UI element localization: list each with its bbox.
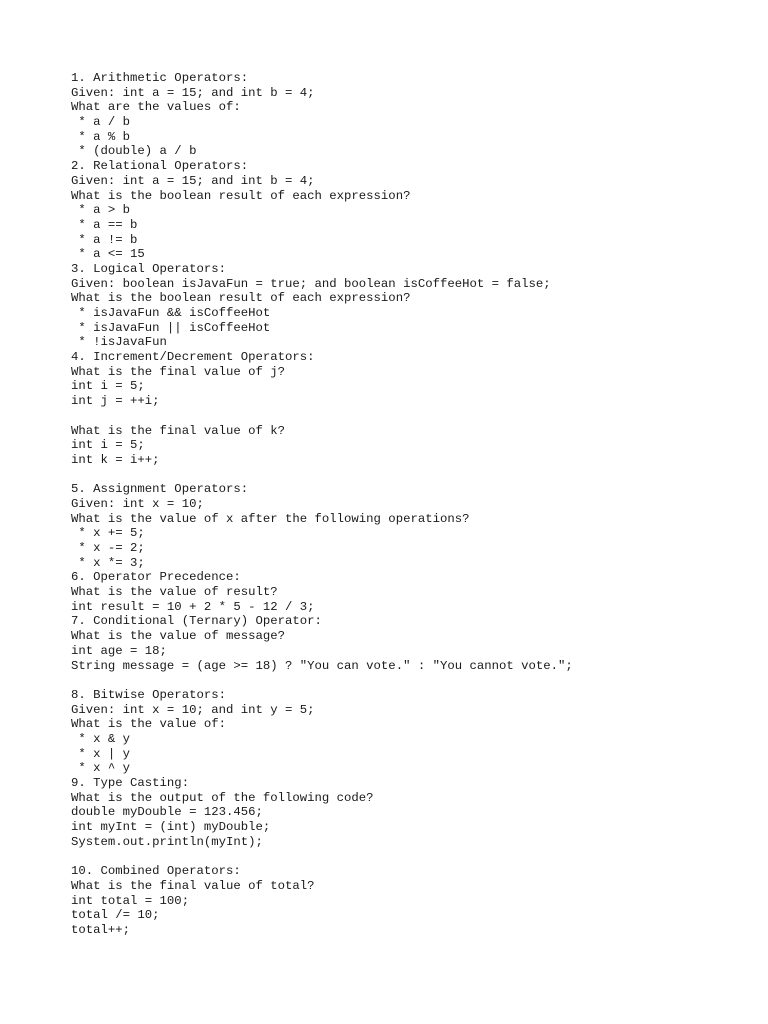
text-line: int i = 5; <box>71 438 145 453</box>
text-line: 8. Bitwise Operators: <box>71 687 226 702</box>
text-line: int result = 10 + 2 * 5 - 12 / 3; <box>71 599 315 614</box>
blank-line <box>71 409 751 424</box>
blank-line <box>71 673 751 688</box>
text-line: * isJavaFun && isCoffeeHot <box>71 306 271 320</box>
text-line: 1. Arithmetic Operators: <box>71 71 249 85</box>
blank-line <box>71 468 751 483</box>
text-line: 4. Increment/Decrement Operators: <box>71 350 315 365</box>
document-body <box>71 71 751 938</box>
text-line: What is the boolean result of each expression? <box>71 291 411 306</box>
text-line: * a <= 15 <box>71 247 145 262</box>
text-line: 2. Relational Operators: <box>71 159 249 174</box>
text-line: What is the value of x after the following operations? <box>71 511 470 526</box>
text-line: * x | y <box>71 746 131 761</box>
text-line: What is the final value of total? <box>71 878 315 893</box>
text-line: int j = ++i; <box>71 394 160 409</box>
text-line: What are the values of: <box>71 100 241 115</box>
text-line: * x *= 3; <box>71 555 145 570</box>
text-line: int age = 18; <box>71 643 167 658</box>
text-line: What is the value of: <box>71 717 226 732</box>
text-line: * a == b <box>71 217 138 232</box>
text-line: What is the boolean result of each expression? <box>71 188 411 203</box>
text-line: int k = i++; <box>71 452 160 467</box>
text-line: * x += 5; <box>71 526 145 541</box>
text-line: Given: int x = 10; and int y = 5; <box>71 702 315 717</box>
text-line: * isJavaFun || isCoffeeHot <box>71 320 271 335</box>
text-line: What is the value of message? <box>71 629 286 644</box>
text-line: 10. Combined Operators: <box>71 864 241 879</box>
text-line: * x ^ y <box>71 761 131 776</box>
text-line: * !isJavaFun <box>71 335 167 350</box>
text-line: double myDouble = 123.456; <box>71 805 263 820</box>
text-line: Given: int x = 10; <box>71 496 204 511</box>
text-line: int myInt = (int) myDouble; <box>71 820 271 835</box>
text-line: * x & y <box>71 731 131 746</box>
text-line: 7. Conditional (Ternary) Operator: <box>71 614 322 629</box>
text-line: * (double) a / b <box>71 144 197 159</box>
text-line: * a % b <box>71 129 131 144</box>
text-line: total /= 10; <box>71 908 160 923</box>
text-line: System.out.println(myInt); <box>71 834 263 849</box>
text-line: 9. Type Casting: <box>71 776 190 790</box>
text-line: int i = 5; <box>71 379 145 394</box>
text-line: * a / b <box>71 115 131 130</box>
text-line: 3. Logical Operators: <box>71 261 226 276</box>
text-line: 5. Assignment Operators: <box>71 482 249 497</box>
text-line: Given: boolean isJavaFun = true; and boolean isCoffeeHot = false; <box>71 276 551 291</box>
text-line: What is the final value of j? <box>71 364 286 379</box>
text-line: Given: int a = 15; and int b = 4; <box>71 173 315 188</box>
text-line: String message = (age >= 18) ? "You can vote." : "You cannot vote."; <box>71 658 573 673</box>
text-line: total++; <box>71 922 131 937</box>
text-line: What is the value of result? <box>71 585 278 600</box>
text-line: Given: int a = 15; and int b = 4; <box>71 85 315 100</box>
text-line: What is the final value of k? <box>71 423 286 438</box>
text-line: 6. Operator Precedence: <box>71 570 241 585</box>
text-line: int total = 100; <box>71 893 190 908</box>
text-line: * x -= 2; <box>71 541 145 555</box>
text-line: * a > b <box>71 203 131 218</box>
blank-line <box>71 849 751 864</box>
text-line: * a != b <box>71 232 138 247</box>
text-line: What is the output of the following code? <box>71 790 374 805</box>
